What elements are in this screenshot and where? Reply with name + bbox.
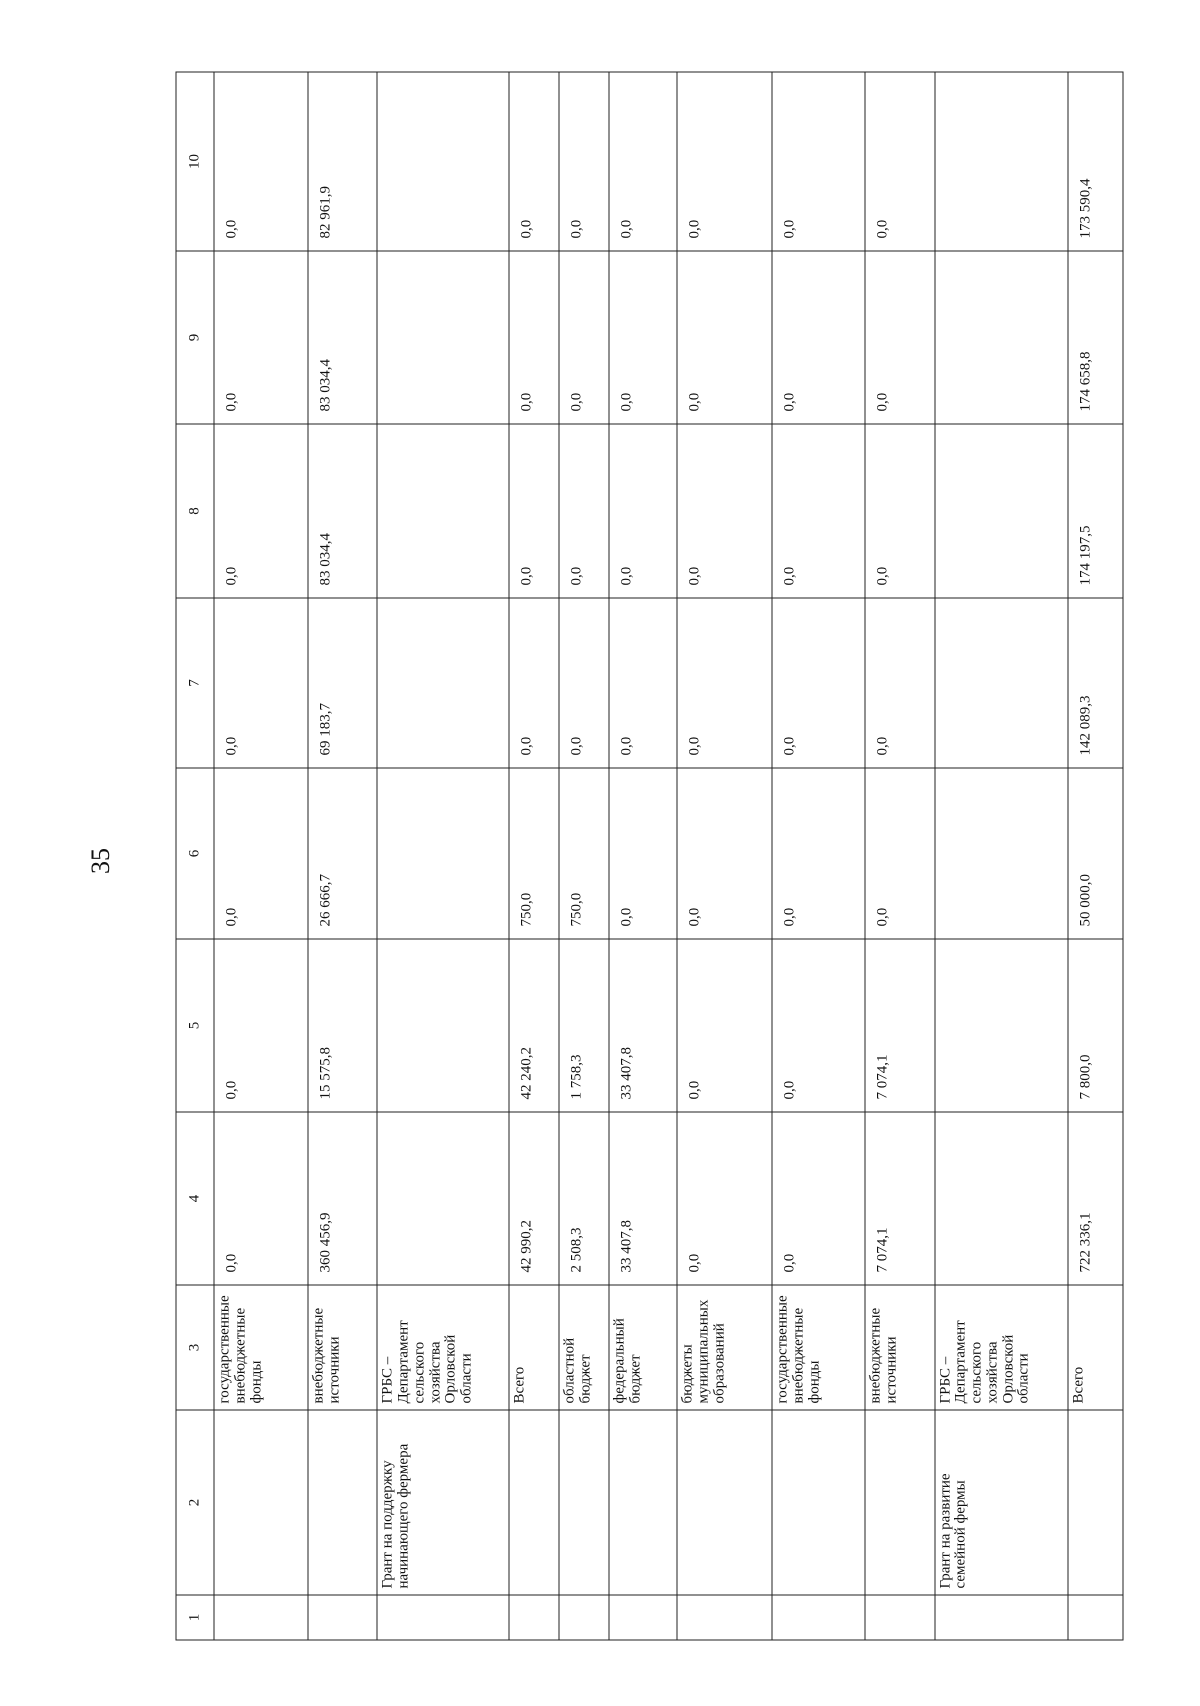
value-cell: 0,0 [509, 72, 559, 251]
value-cell [377, 939, 509, 1112]
row-number-cell [559, 1595, 609, 1640]
value-cell: 2 508,3 [559, 1112, 609, 1285]
value-cell [935, 939, 1068, 1112]
value-cell [935, 1112, 1068, 1285]
value-cell: 0,0 [609, 72, 677, 251]
value-cell: 50 000,0 [1068, 768, 1123, 939]
value-cell: 0,0 [677, 251, 772, 424]
column-header-8: 8 [176, 424, 214, 598]
column-header-10: 10 [176, 72, 214, 251]
row-number-cell [772, 1595, 865, 1640]
row-number-cell [308, 1595, 377, 1640]
table-row [377, 72, 509, 1640]
row-number-cell [214, 1595, 308, 1640]
value-cell [377, 768, 509, 939]
column-header-5: 5 [176, 939, 214, 1112]
measure-cell [865, 1410, 934, 1595]
value-cell: 83 034,4 [308, 424, 377, 598]
source-cell: ГРБС – Департамент сельского хозяйства Орловской области [935, 1285, 1068, 1410]
value-cell: 82 961,9 [308, 72, 377, 251]
table-row [865, 72, 934, 1640]
value-cell: 83 034,4 [308, 251, 377, 424]
value-cell: 0,0 [214, 1112, 308, 1285]
value-cell: 15 575,8 [308, 939, 377, 1112]
value-cell: 0,0 [214, 939, 308, 1112]
value-cell: 0,0 [609, 598, 677, 768]
value-cell: 142 089,3 [1068, 598, 1123, 768]
value-cell: 7 800,0 [1068, 939, 1123, 1112]
value-cell [377, 251, 509, 424]
page-number: 35 [86, 848, 115, 874]
measure-cell [214, 1410, 308, 1595]
column-header-1: 1 [176, 1595, 214, 1640]
row-number-cell [609, 1595, 677, 1640]
row-number-cell [677, 1595, 772, 1640]
value-cell: 0,0 [865, 251, 934, 424]
source-cell: Всего [509, 1285, 559, 1410]
measure-cell: Грант на развитие семейной фермы [935, 1410, 1068, 1595]
value-cell: 0,0 [772, 598, 865, 768]
source-cell: областной бюджет [559, 1285, 609, 1410]
source-cell: Всего [1068, 1285, 1123, 1410]
value-cell: 0,0 [772, 768, 865, 939]
measure-cell [509, 1410, 559, 1595]
value-cell: 722 336,1 [1068, 1112, 1123, 1285]
column-header-7: 7 [176, 598, 214, 768]
value-cell [377, 72, 509, 251]
value-cell: 33 407,8 [609, 939, 677, 1112]
value-cell: 26 666,7 [308, 768, 377, 939]
source-cell: федеральный бюджет [609, 1285, 677, 1410]
value-cell [935, 598, 1068, 768]
value-cell: 0,0 [509, 251, 559, 424]
value-cell: 0,0 [772, 1112, 865, 1285]
value-cell: 0,0 [214, 768, 308, 939]
value-cell [935, 251, 1068, 424]
source-cell: бюджеты муниципальных образований [677, 1285, 772, 1410]
value-cell: 0,0 [559, 251, 609, 424]
value-cell: 0,0 [509, 424, 559, 598]
value-cell: 42 240,2 [509, 939, 559, 1112]
value-cell: 1 758,3 [559, 939, 609, 1112]
value-cell: 360 456,9 [308, 1112, 377, 1285]
value-cell: 0,0 [677, 72, 772, 251]
column-header-4: 4 [176, 1112, 214, 1285]
value-cell [377, 1112, 509, 1285]
value-cell: 174 658,8 [1068, 251, 1123, 424]
table-row [609, 72, 677, 1640]
value-cell: 0,0 [214, 72, 308, 251]
value-cell [935, 768, 1068, 939]
value-cell: 0,0 [559, 598, 609, 768]
value-cell: 7 074,1 [865, 1112, 934, 1285]
table-row [677, 72, 772, 1640]
value-cell: 0,0 [677, 768, 772, 939]
source-cell: государственные внебюджетные фонды [214, 1285, 308, 1410]
row-number-cell [1068, 1595, 1123, 1640]
table-row [559, 72, 609, 1640]
column-header-6: 6 [176, 768, 214, 939]
value-cell: 42 990,2 [509, 1112, 559, 1285]
source-cell: внебюджетные источники [308, 1285, 377, 1410]
value-cell: 7 074,1 [865, 939, 934, 1112]
value-cell: 174 197,5 [1068, 424, 1123, 598]
value-cell: 0,0 [772, 939, 865, 1112]
value-cell: 0,0 [677, 1112, 772, 1285]
value-cell: 33 407,8 [609, 1112, 677, 1285]
value-cell [377, 598, 509, 768]
row-number-cell [509, 1595, 559, 1640]
value-cell: 0,0 [509, 598, 559, 768]
measure-cell [559, 1410, 609, 1595]
budget-table [176, 72, 1124, 1641]
row-number-cell [377, 1595, 509, 1640]
value-cell: 0,0 [609, 424, 677, 598]
measure-cell [1068, 1410, 1123, 1595]
row-number-cell [935, 1595, 1068, 1640]
value-cell: 0,0 [609, 768, 677, 939]
value-cell: 0,0 [677, 598, 772, 768]
value-cell: 0,0 [559, 424, 609, 598]
value-cell: 0,0 [865, 424, 934, 598]
column-header-3: 3 [176, 1285, 214, 1410]
row-number-cell [865, 1595, 934, 1640]
table-row [1068, 72, 1123, 1640]
value-cell [377, 424, 509, 598]
table-row [308, 72, 377, 1640]
value-cell: 0,0 [772, 72, 865, 251]
table-row [772, 72, 865, 1640]
table-row [509, 72, 559, 1640]
header-row [176, 72, 214, 1640]
measure-cell [308, 1410, 377, 1595]
measure-cell [677, 1410, 772, 1595]
measure-cell [609, 1410, 677, 1595]
value-cell: 0,0 [559, 72, 609, 251]
value-cell [935, 424, 1068, 598]
rotated-table-sheet [175, 72, 1123, 1640]
value-cell: 0,0 [865, 598, 934, 768]
value-cell: 0,0 [772, 251, 865, 424]
column-header-9: 9 [176, 251, 214, 424]
value-cell: 0,0 [214, 251, 308, 424]
source-cell: внебюджетные источники [865, 1285, 934, 1410]
value-cell: 0,0 [865, 768, 934, 939]
table-row [214, 72, 308, 1640]
value-cell: 0,0 [772, 424, 865, 598]
measure-cell: Грант на поддержку начинающего фермера [377, 1410, 509, 1595]
value-cell: 0,0 [214, 598, 308, 768]
column-header-2: 2 [176, 1410, 214, 1595]
source-cell: ГРБС – Департамент сельского хозяйства Орловской области [377, 1285, 509, 1410]
value-cell: 0,0 [214, 424, 308, 598]
measure-cell [772, 1410, 865, 1595]
value-cell: 0,0 [677, 424, 772, 598]
source-cell: государственные внебюджетные фонды [772, 1285, 865, 1410]
value-cell: 750,0 [559, 768, 609, 939]
value-cell: 750,0 [509, 768, 559, 939]
table-row [935, 72, 1068, 1640]
value-cell: 69 183,7 [308, 598, 377, 768]
value-cell: 0,0 [677, 939, 772, 1112]
value-cell [935, 72, 1068, 251]
value-cell: 173 590,4 [1068, 72, 1123, 251]
value-cell: 0,0 [609, 251, 677, 424]
value-cell: 0,0 [865, 72, 934, 251]
